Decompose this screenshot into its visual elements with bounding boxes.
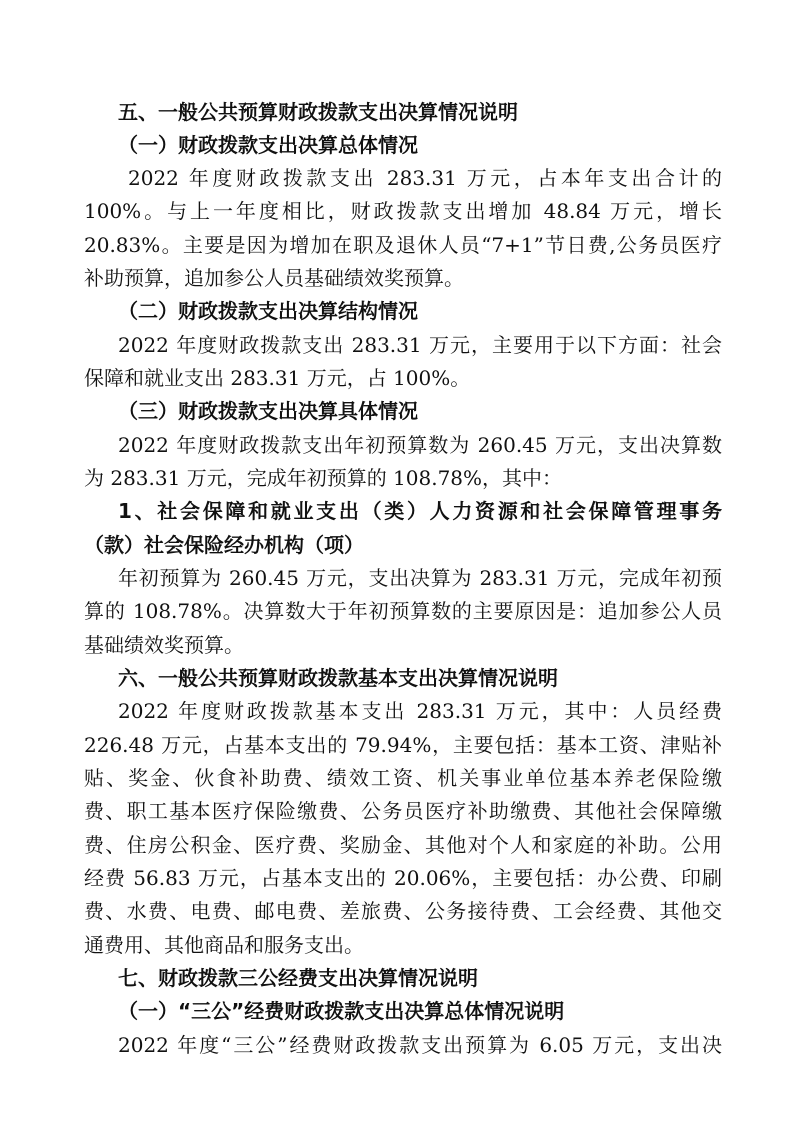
paragraph-line: 费、住房公积金、医疗费、奖励金、其他对个人和家庭的补助。公用 [84,833,722,857]
item-heading: （款）社会保险经办机构（项） [84,533,364,557]
paragraph-line: 2022 年度“三公”经费财政拨款支出预算为 6.05 万元，支出决 [118,1033,722,1057]
paragraph-line: 226.48 万元，占基本支出的 79.94%，主要包括：基本工资、津贴补 [84,733,722,757]
subsection-heading: （三）财政拨款支出决算具体情况 [118,399,418,423]
paragraph-line: 2022 年度财政拨款基本支出 283.31 万元，其中：人员经费 [118,699,722,723]
paragraph-line: 20.83%。主要是因为增加在职及退休人员“7+1”节日费,公务员医疗 [84,233,722,257]
paragraph-line: 为 283.31 万元，完成年初预算的 108.78%，其中： [84,466,563,490]
paragraph-line: 费、水费、电费、邮电费、差旅费、公务接待费、工会经费、其他交 [84,899,722,923]
paragraph-line: 经费 56.83 万元，占基本支出的 20.06%，主要包括：办公费、印刷 [84,866,722,890]
paragraph-line: 费、职工基本医疗保险缴费、公务员医疗补助缴费、其他社会保障缴 [84,799,722,823]
paragraph-line: 补助预算，追加参公人员基础绩效奖预算。 [84,266,464,290]
section-heading: 五、一般公共预算财政拨款支出决算情况说明 [118,100,518,124]
subsection-heading: （二）财政拨款支出决算结构情况 [118,299,418,323]
paragraph-line: 年初预算为 260.45 万元，支出决算为 283.31 万元，完成年初预 [118,566,722,590]
paragraph-line: 保障和就业支出 283.31 万元，占 100%。 [84,366,471,390]
subsection-heading: （一）“三公”经费财政拨款支出决算总体情况说明 [118,999,565,1023]
section-heading: 七、财政拨款三公经费支出决算情况说明 [118,966,478,990]
paragraph-line: 基础绩效奖预算。 [84,633,244,657]
paragraph-line: 100%。与上一年度相比，财政拨款支出增加 48.84 万元，增长 [84,199,722,223]
item-heading: 1、社会保障和就业支出（类）人力资源和社会保障管理事务 [118,499,722,523]
paragraph-line: 通费用、其他商品和服务支出。 [84,933,364,957]
paragraph-line: 贴、奖金、伙食补助费、绩效工资、机关事业单位基本养老保险缴 [84,766,722,790]
paragraph-line: 2022 年度财政拨款支出 283.31 万元，占本年支出合计的 [128,166,722,190]
section-heading: 六、一般公共预算财政拨款基本支出决算情况说明 [118,666,558,690]
subsection-heading: （一）财政拨款支出决算总体情况 [118,133,418,157]
paragraph-line: 2022 年度财政拨款支出年初预算数为 260.45 万元，支出决算数 [118,433,722,457]
paragraph-line: 2022 年度财政拨款支出 283.31 万元，主要用于以下方面：社会 [118,333,722,357]
paragraph-line: 算的 108.78%。决算数大于年初预算数的主要原因是：追加参公人员 [84,599,722,623]
